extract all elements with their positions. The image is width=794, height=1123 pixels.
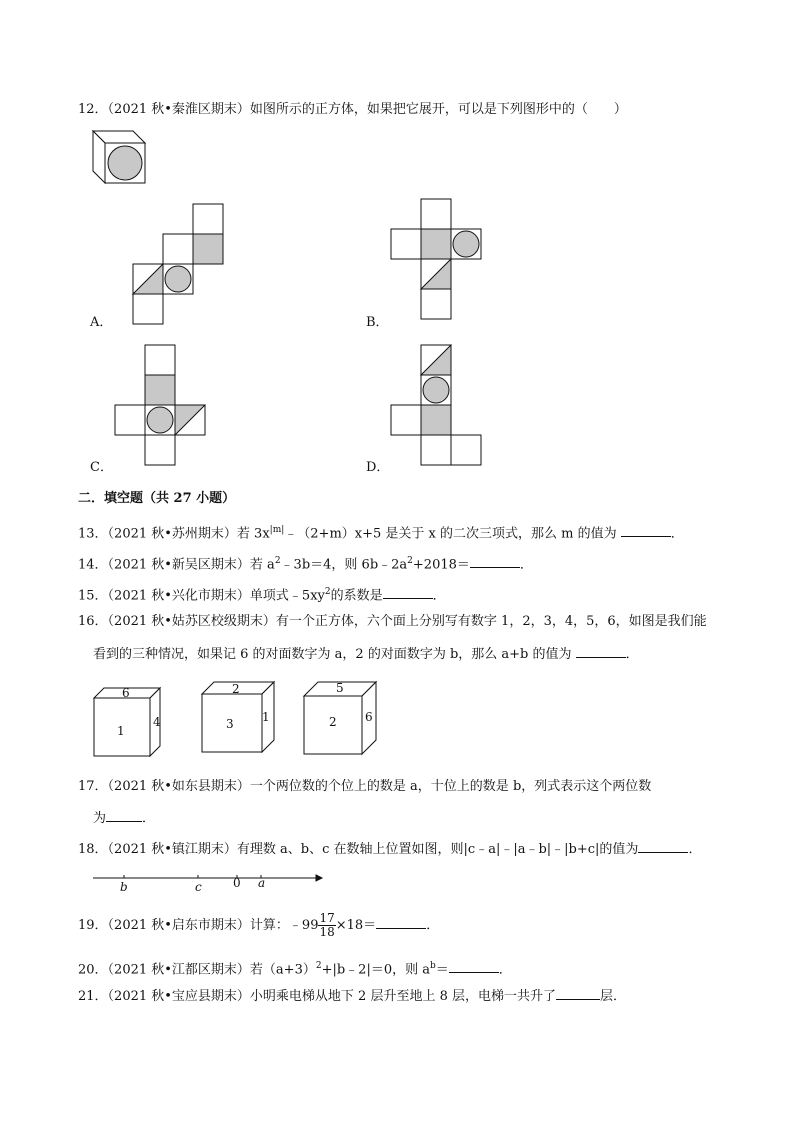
q12-cube-figure <box>93 131 145 183</box>
q18: 18．（2021 秋•镇江期末）有理数 a、b、c 在数轴上位置如图，则|c﹣a|﹣|a﹣b|﹣|b+c|的值为 ． <box>78 842 702 857</box>
option-d-label[interactable]: D． <box>366 460 390 475</box>
net-a-figure <box>133 204 223 324</box>
q16-line1: 16．（2021 秋•姑苏区校级期末）有一个正方体，六个面上分别写有数字 1，2，3，4，5，6，如图是我们能 <box>78 614 707 629</box>
option-a-label[interactable]: A． <box>90 315 113 330</box>
cube1-side-number: 4 <box>153 715 161 729</box>
cube1-front-number: 1 <box>117 724 125 738</box>
q21: 21．（2021 秋•宝应县期末）小明乘电梯从地下 2 层升至地上 8 层，电梯一共升了 层． <box>78 989 627 1004</box>
q15-answer-blank[interactable] <box>383 586 433 599</box>
q16-answer-blank[interactable] <box>576 645 626 658</box>
q15: 15．（2021 秋•兴化市期末）单项式$﹣5xy^2$的系数是 ． <box>78 587 446 604</box>
section-heading: 二．填空题（共 27 小题） <box>78 491 236 506</box>
q19-fraction: $\frac{17}{18}$ <box>319 911 335 939</box>
cube3-top-number: 5 <box>336 681 344 695</box>
q13-answer-blank[interactable] <box>621 524 671 537</box>
cube2-front-number: 3 <box>226 717 234 731</box>
cube2-side-number: 1 <box>262 710 270 724</box>
q21-answer-blank[interactable] <box>556 987 600 1000</box>
axis-label-a: a <box>258 876 266 890</box>
q13: 13．（2021 秋•苏州期末）若 $3x^{|m|}﹣(2+m)x+5$ 是关于 x 的二次三项式，那么 m 的值为 ． <box>78 525 684 542</box>
cube3-front-number: 2 <box>329 715 337 729</box>
q14-answer-blank[interactable] <box>470 555 520 568</box>
q12-text: 12．（2021 秋•秦淮区期末）如图所示的正方体，如果把它展开，可以是下列图形中的（ ） <box>78 102 627 117</box>
option-b-label[interactable]: B． <box>366 315 389 330</box>
q17-line2: 为 ． <box>93 811 156 826</box>
q17-line1: 17．（2021 秋•如东县期末）一个两位数的个位上的数是 a，十位上的数是 b，列式表示这个两位数 <box>78 779 652 794</box>
axis-label-zero: 0 <box>233 876 241 890</box>
cube3-side-number: 6 <box>365 710 373 724</box>
option-c-label[interactable]: C． <box>90 460 113 475</box>
q14: 14．（2021 秋•新吴区期末）若 $a^2﹣3b=4$，则 $6b﹣2a^2+2018=$ ． <box>78 556 533 573</box>
net-b-figure <box>391 199 481 319</box>
q20-answer-blank[interactable] <box>449 960 499 973</box>
cube1-top-number: 6 <box>122 686 130 700</box>
axis-label-c: c <box>195 880 202 894</box>
q20: 20．（2021 秋•江都区期末）若$(a+3)^2+|b﹣2|=0$，则 $a^b=$ ． <box>78 961 512 978</box>
q19: 19．（2021 秋•启东市期末）计算：﹣99 $\frac{17}{18}$ ×18＝ ． <box>78 911 440 939</box>
cube2-top-number: 2 <box>232 682 240 696</box>
net-d-figure <box>391 345 481 465</box>
q18-answer-blank[interactable] <box>638 840 688 853</box>
q16-line2: 看到的三种情况，如果记 6 的对面数字为 a，2 的对面数字为 b，那么 a+b 的值为 ． <box>93 647 639 662</box>
net-c-figure <box>115 345 205 465</box>
axis-label-b: b <box>120 880 128 894</box>
q17-answer-blank[interactable] <box>106 809 142 822</box>
q19-answer-blank[interactable] <box>376 916 426 929</box>
